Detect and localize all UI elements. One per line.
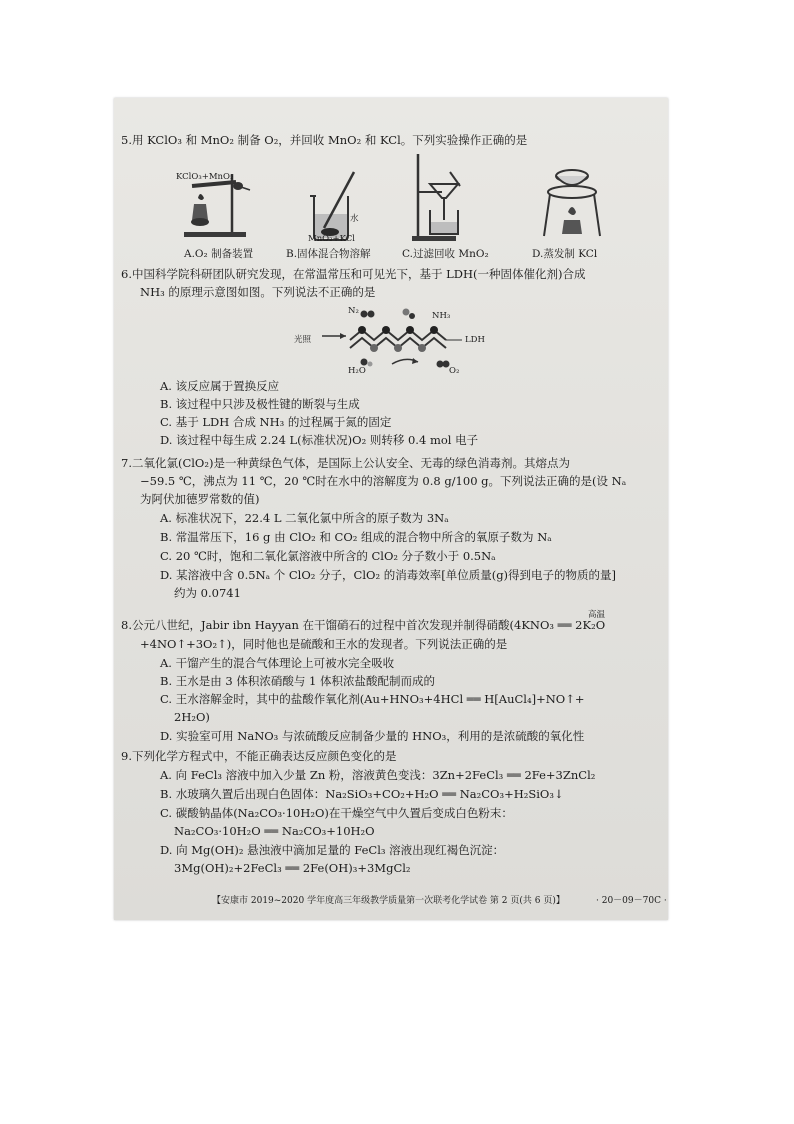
q9-option-d: D. 向 Mg(OH)₂ 悬浊液中滴加足量的 FeCl₃ 溶液出现红褐色沉淀：: [160, 843, 505, 857]
label-mix: MnO₂+KCl: [308, 234, 356, 244]
q8-condition: 高温: [588, 610, 606, 620]
q7-option-a: A. 标准状况下，22.4 L 二氧化氯中所含的原子数为 3Nₐ: [160, 511, 449, 525]
apparatus-b-beaker-dissolving: [300, 168, 360, 244]
q6-option-a: A. 该反应属于置换反应: [160, 379, 280, 393]
diagram-light: 光照: [294, 335, 312, 345]
q8-option-c: C. 王水溶解金时，其中的盐酸作氧化剂(Au+HNO₃+4HCl ══ H[AuCl₄]+NO↑+: [160, 692, 585, 706]
q7-option-c: C. 20 ℃时，饱和二氧化氯溶液中所含的 ClO₂ 分子数小于 0.5Nₐ: [160, 549, 496, 563]
diagram-n2: N₂: [348, 306, 359, 316]
q6-stem-1: 6.中国科学院科研团队研究发现，在常温常压和可见光下，基于 LDH(一种固体催化剂)合成: [121, 267, 586, 281]
q6-stem-2: NH₃ 的原理示意图如图。下列说法不正确的是: [140, 285, 376, 299]
label-water: 水: [350, 214, 359, 224]
q8-option-d: D. 实验室可用 NaNO₃ 与浓硫酸反应制备少量的 HNO₃，利用的是浓硫酸的氧化性: [160, 729, 585, 743]
q7-option-d-cont: 约为 0.0741: [174, 586, 241, 600]
diagram-h2o: H₂O: [348, 366, 366, 376]
diagram-nh3: NH₃: [432, 311, 451, 321]
q9-option-a: A. 向 FeCl₃ 溶液中加入少量 Zn 粉，溶液黄色变浅：3Zn+2FeCl₃ ══ 2Fe+3ZnCl₂: [160, 768, 596, 782]
page-footer: 【安康市 2019~2020 学年度高三年级教学质量第一次联考化学试卷 第 2 页(共 6 页)】: [212, 896, 565, 906]
diagram-o2: O₂: [449, 366, 460, 376]
apparatus-d-evaporation: [538, 160, 608, 244]
q7-stem-2: −59.5 ℃，沸点为 11 ℃，20 ℃时在水中的溶解度为 0.8 g/100 g。下列说法正确的是(设 Nₐ: [140, 474, 627, 488]
q8-option-a: A. 干馏产生的混合气体理论上可被水完全吸收: [160, 656, 395, 670]
q9-option-b: B. 水玻璃久置后出现白色固体：Na₂SiO₃+CO₂+H₂O ══ Na₂CO₃+H₂SiO₃↓: [160, 787, 564, 801]
q8-option-b: B. 王水是由 3 体积浓硝酸与 1 体积浓盐酸配制而成的: [160, 674, 436, 688]
q9-option-c: C. 碳酸钠晶体(Na₂CO₃·10H₂O)在干燥空气中久置后变成白色粉末：: [160, 806, 513, 820]
q7-option-b: B. 常温常压下，16 g 由 ClO₂ 和 CO₂ 组成的混合物中所含的氧原子数为 Nₐ: [160, 530, 552, 544]
q7-stem-3: 为阿伏加德罗常数的值): [140, 492, 260, 506]
q7-option-d: D. 某溶液中含 0.5Nₐ 个 ClO₂ 分子，ClO₂ 的消毒效率[单位质量(g)得到电子的物质的量]: [160, 568, 617, 582]
q5-stem: 5.用 KClO₃ 和 MnO₂ 制备 O₂，并回收 MnO₂ 和 KCl。下列实验操作正确的是: [121, 133, 528, 147]
caption-a: A.O₂ 制备装置: [184, 248, 254, 260]
q8-option-c-cont: 2H₂O): [174, 710, 210, 724]
apparatus-c-filtration: [408, 150, 468, 244]
q6-option-b: B. 该过程中只涉及极性键的断裂与生成: [160, 397, 360, 411]
q6-option-c: C. 基于 LDH 合成 NH₃ 的过程属于氮的固定: [160, 415, 392, 429]
label-reagent: KClO₃+MnO₂: [176, 172, 234, 182]
q9-option-c-eq: Na₂CO₃·10H₂O ══ Na₂CO₃+10H₂O: [174, 824, 375, 838]
caption-c: C.过滤回收 MnO₂: [402, 248, 489, 260]
q8-stem-1: 8.公元八世纪，Jabir ibn Hayyan 在干馏硝石的过程中首次发现并制得硝酸(4KNO₃ ══ 2K₂O: [121, 618, 606, 632]
caption-b: B.固体混合物溶解: [286, 248, 371, 260]
caption-d: D.蒸发制 KCl: [532, 248, 598, 260]
exam-code: · 20－09－70C ·: [596, 896, 667, 906]
q8-stem-2: +4NO↑+3O₂↑)，同时他也是硫酸和王水的发现者。下列说法正确的是: [140, 637, 508, 651]
q9-option-d-eq: 3Mg(OH)₂+2FeCl₃ ══ 2Fe(OH)₃+3MgCl₂: [174, 861, 411, 875]
diagram-ldh: LDH: [465, 335, 485, 345]
q9-stem: 9.下列化学方程式中，不能正确表达反应颜色变化的是: [121, 749, 397, 763]
q6-option-d: D. 该过程中每生成 2.24 L(标准状况)O₂ 则转移 0.4 mol 电子: [160, 433, 479, 447]
q7-stem-1: 7.二氧化氯(ClO₂)是一种黄绿色气体，是国际上公认安全、无毒的绿色消毒剂。其熔点为: [121, 456, 570, 470]
